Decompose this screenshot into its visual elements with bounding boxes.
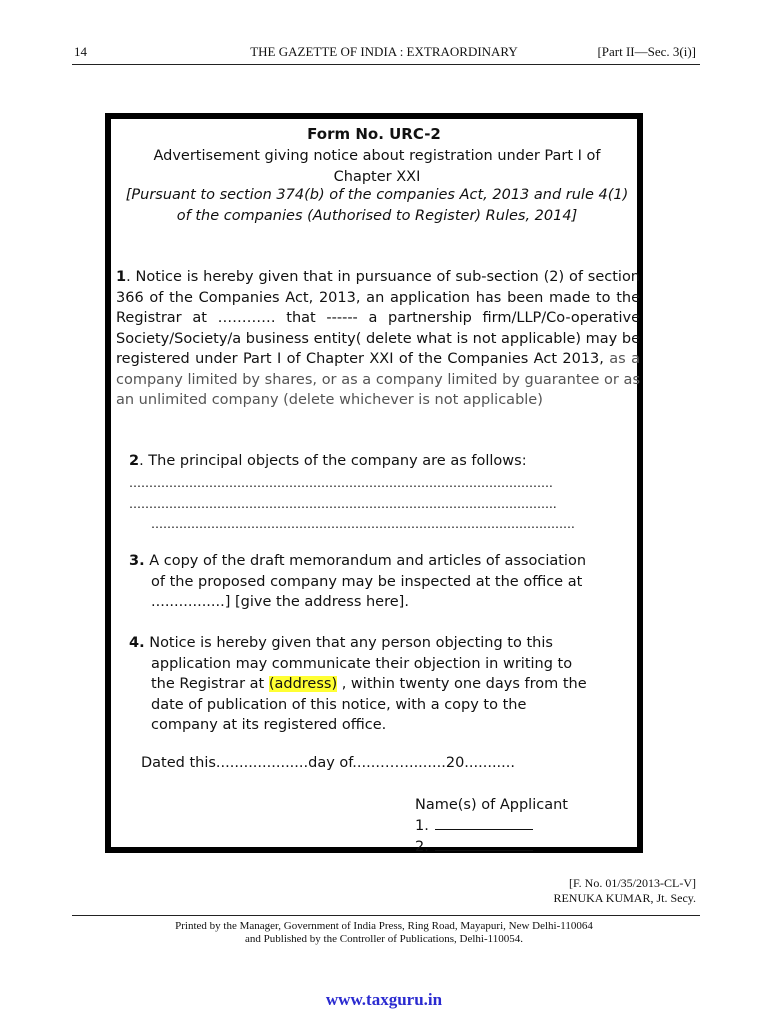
- paragraph-3-number: 3.: [129, 553, 145, 569]
- signatory: RENUKA KUMAR, Jt. Secy.: [553, 891, 696, 905]
- applicant-label: Name(s) of Applicant: [415, 797, 568, 813]
- paragraph-2-text: . The principal objects of the company are as follows:: [139, 453, 527, 469]
- paragraph-4: [129, 633, 629, 736]
- paragraph-1-text: . Notice is hereby given that in pursuance of sub-section (2) of section 366 of the Companies Act, 2013, an application has been made to the Registrar at ………… that ------ a partnership firm/LLP/Co-operative Society/Society/a business entity( delete what is not applicable) may be registered under Part I of Chapter XXI of the Companies Act 2013,: [116, 269, 640, 367]
- paragraph-4-line-3-post: , within twenty one days from the: [337, 676, 587, 692]
- address-highlight: (address): [268, 676, 338, 692]
- section-reference: [Part II—Sec. 3(i)]: [597, 44, 696, 59]
- paragraph-4-line-3: [129, 674, 629, 695]
- paragraph-1-tail: as a company limited by shares, or as a company limited by guarantee or as an unlimited company (delete whichever is not applicable): [116, 351, 640, 408]
- watermark-link[interactable]: www.taxguru.in: [325, 990, 443, 1009]
- file-number: [F. No. 01/35/2013-CL-V]: [568, 876, 696, 890]
- applicant-2-number: 2.: [415, 839, 429, 855]
- printer-line-2: and Published by the Controller of Publications, Delhi-110054.: [245, 933, 523, 945]
- footer-rule: [72, 915, 700, 916]
- form-urc2-box: [105, 113, 643, 853]
- form-title: Form No. URC-2: [307, 125, 441, 143]
- paragraph-3-line-3: ................] [give the address here].: [151, 594, 409, 610]
- applicant-1-number: 1.: [415, 818, 429, 834]
- paragraph-1: [116, 267, 640, 411]
- paragraph-2: [129, 451, 625, 472]
- printer-line-1: Printed by the Manager, Government of India Press, Ring Road, Mayapuri, New Delhi-110064: [175, 920, 593, 932]
- paragraph-1-number: 1: [116, 269, 127, 285]
- applicant-2-line: [415, 838, 533, 855]
- form-subtitle: Advertisement giving notice about registration under Part I of Chapter XXI: [153, 148, 601, 185]
- paragraph-4-text: Notice is hereby given that any person objecting to this: [144, 635, 553, 651]
- header-rule: [72, 64, 700, 65]
- paragraph-3-line-2: of the proposed company may be inspected at the office at: [151, 573, 583, 590]
- paragraph-3: [129, 551, 629, 613]
- form-pursuant-note: [Pursuant to section 374(b) of the companies Act, 2013 and rule 4(1) of the companies (Authorised to Register) Rules, 2014]: [125, 187, 629, 224]
- page-number: 14: [74, 44, 87, 59]
- gazette-title: THE GAZETTE OF INDIA : EXTRAORDINARY: [250, 44, 518, 59]
- dated-line: Dated this....................day of......……........20...........: [141, 755, 515, 771]
- paragraph-4-line-4: date of publication of this notice, with a copy to the: [151, 696, 527, 713]
- objects-blank-line-3: …………………………………………………………………………………………….: [151, 517, 575, 531]
- paragraph-2-number: 2: [129, 453, 140, 469]
- applicant-1-line: [415, 817, 533, 834]
- paragraph-4-line-2: application may communicate their objection in writing to: [151, 655, 573, 672]
- objects-blank-line-2: ……………………………………………………………………………………………..: [129, 497, 557, 511]
- paragraph-4-line-3-pre: the Registrar at: [151, 676, 269, 692]
- objects-blank-line-1: …………………………………………………………………………………………….: [129, 476, 553, 490]
- paragraph-4-line-5: company at its registered office.: [151, 717, 387, 733]
- paragraph-3-text: A copy of the draft memorandum and articles of association: [144, 553, 587, 569]
- paragraph-4-number: 4.: [129, 635, 145, 651]
- applicant-1-blank: [435, 817, 533, 830]
- applicant-2-blank: [435, 838, 533, 851]
